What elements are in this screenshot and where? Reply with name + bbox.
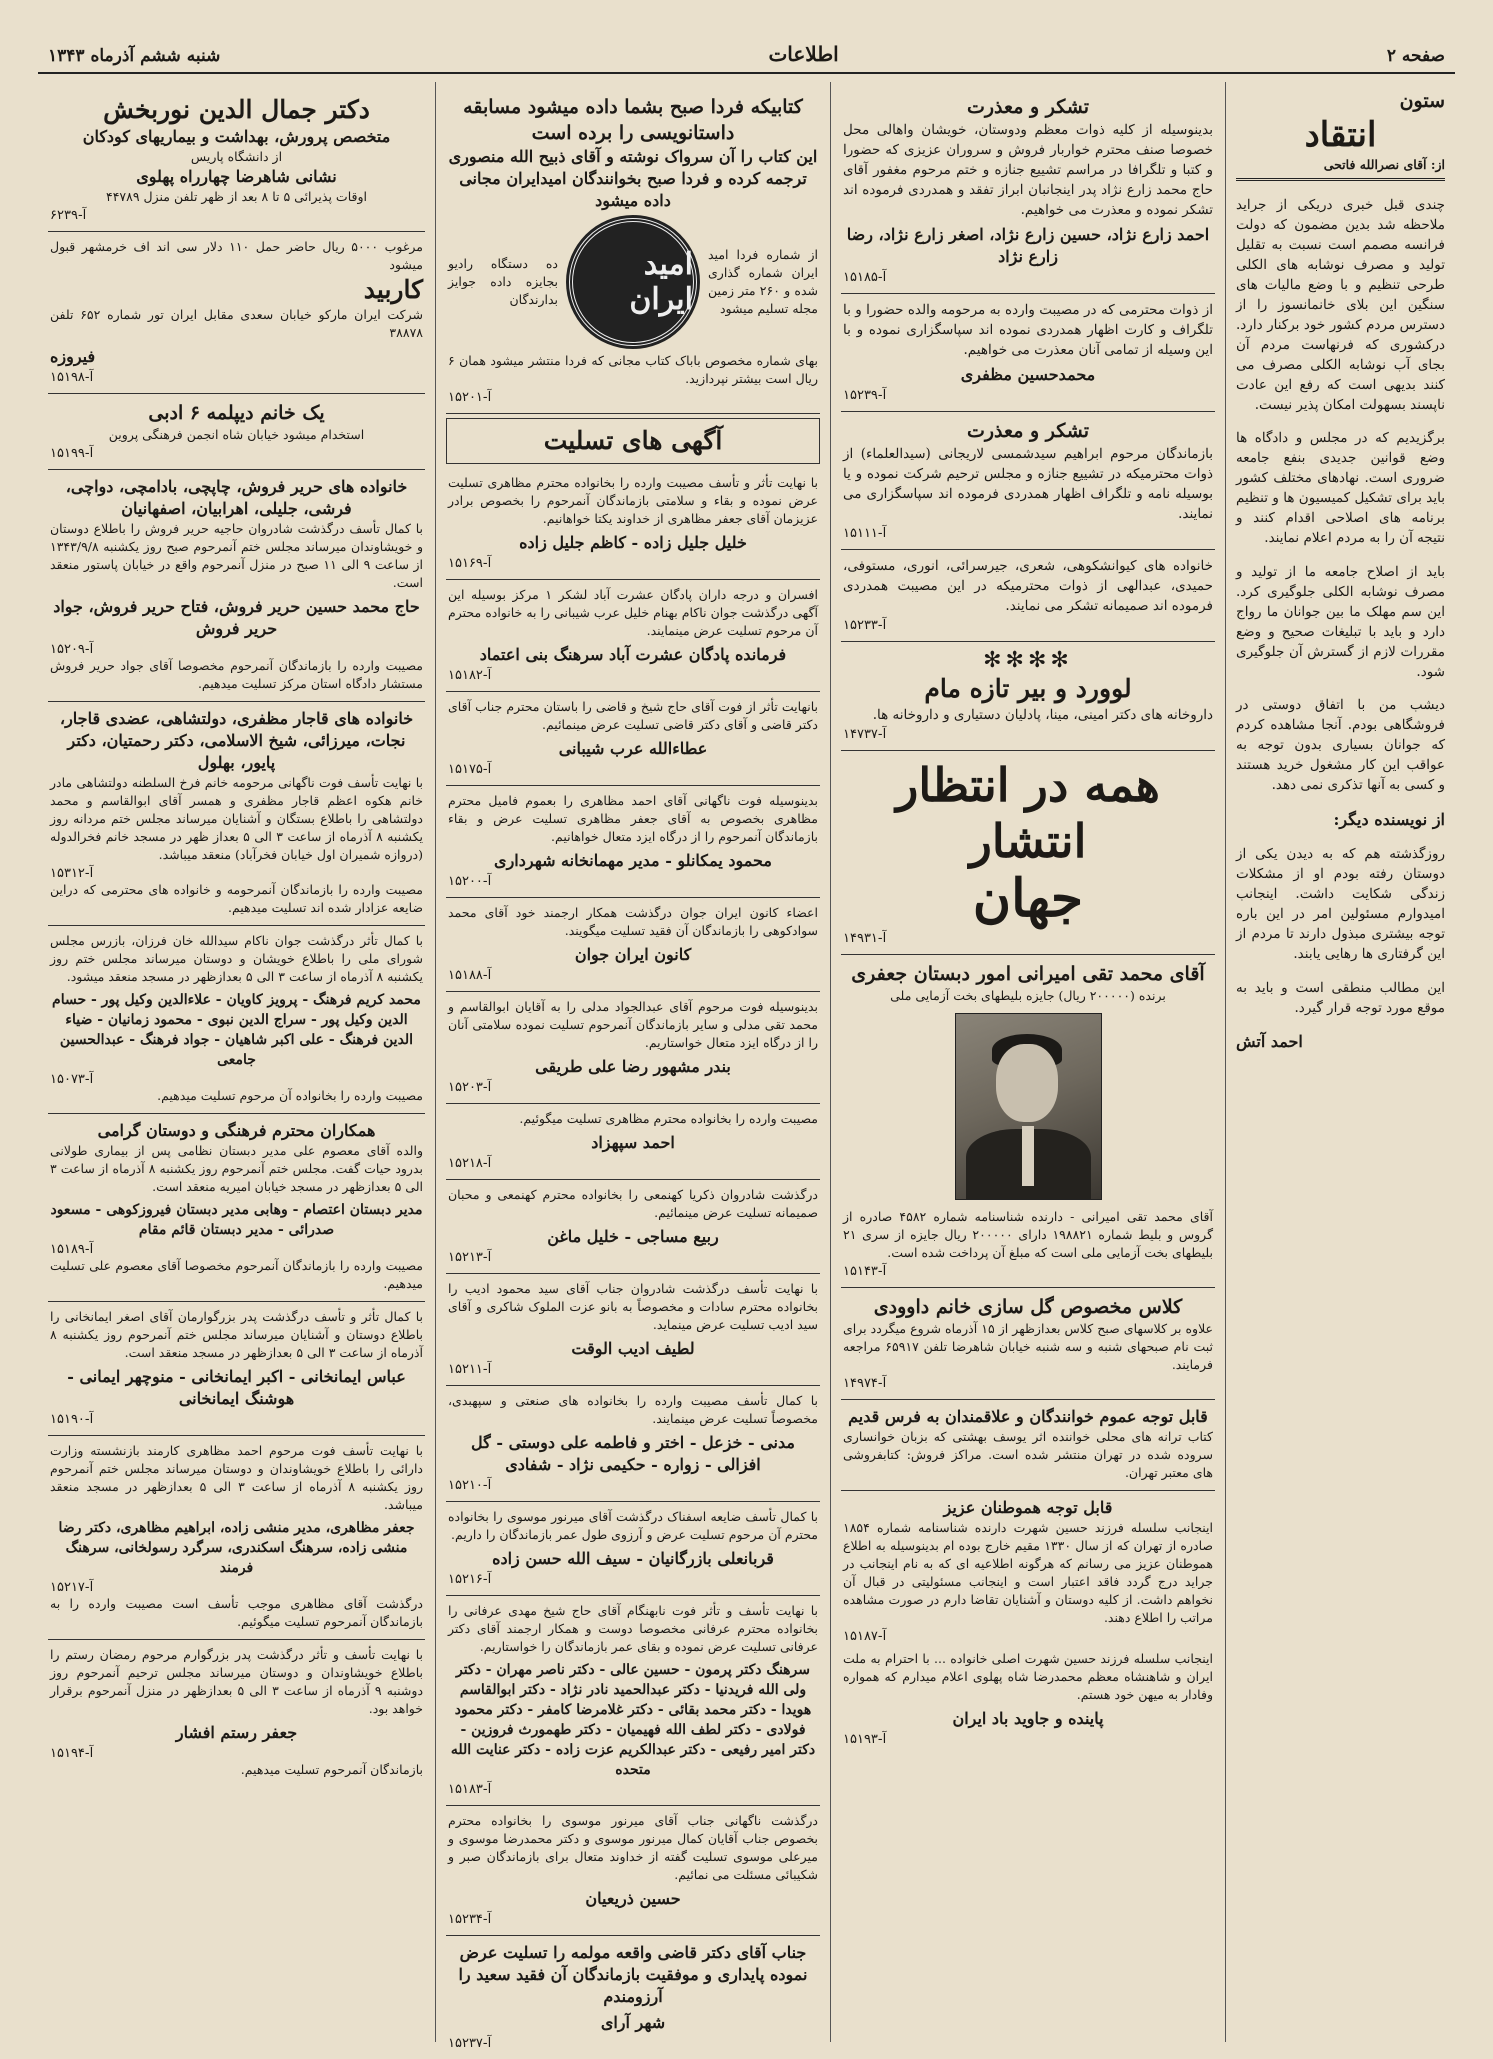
column-ads-2 — [830, 82, 1225, 2042]
ad-subtitle: متخصص پرورش، بهداشت و بیماریهای کودکان — [82, 127, 391, 146]
ad-ornament: ✻✻✻✻ — [983, 648, 1073, 673]
condolence-notice — [446, 692, 820, 786]
obituary-rostam — [48, 1640, 425, 1787]
ad-note: مصیبت وارده را بازماندگان آنمرحومه و خانواده های محترمی که دراین ضایعه عزادار شده اند تسلیت میدهیم. — [50, 882, 423, 915]
ad-title: یک خانم دیپلمه ۶ ادبی — [148, 402, 325, 424]
ad-body: بدینوسیله فوت مرحوم آقای عبدالجواد مدلی را به آقایان ابوالقاسم و محمد تقی مدلی و سایر بازماندگان آنمرحوم تسلیت نموده سلامتی آنان را از درگاه ایزد متعال خواستاریم. — [448, 999, 818, 1050]
ad-signature: حسین ذریعیان — [585, 1889, 681, 1908]
ad-body: با کمال تأسف درگذشت شادروان حاجیه حریر فروش را باطلاع دوستان و خویشاوندان میرساند مجلس ختم آنمرحوم صبح روز یکشنبه ۱۳۴۳/۹/۸ از ساعت ۹ الی ۱۱ صبح در منزل آنمرحوم واقع در خیابان پاستور منعقد است. — [50, 521, 423, 590]
ad-note: درگذشت آقای مظاهری موجب تأسف است مصیبت وارده را به بازماندگان آنمرحوم تسلیت میگوئیم. — [50, 1596, 423, 1629]
columns — [38, 82, 1455, 2051]
ad-code: آ-۱۵۲۳۳ — [843, 618, 887, 633]
ad-signature: ربیع مساجی - خلیل ماغن — [547, 1227, 719, 1246]
ad-title: لوورد و بیر تازه مام — [924, 674, 1132, 703]
editorial-title: انتقاد — [1304, 115, 1377, 155]
ad-signature: سرهنگ دکتر پرمون - حسین عالی - دکتر ناصر مهران - دکتر ولی الله فریدنیا - دکتر عبدالحمید نادر نژاد - دکتر ابوالقاسم هویدا - دکتر محمد بقائی - دکتر غلامرضا کامفر - دکتر محمود فولادی - دکتر لطف الله فهیمیان - دکتر طهمورث فروزین - دکتر امیر رفیعی - دکتر عبدالکریم عزت زاده - دکتر عنایت الله متحده — [450, 1662, 816, 1778]
ad-signature: مدیر دبستان اعتصام - وهابی مدیر دبستان فیروزکوهی - مسعود صدرائی - مدیر دبستان قائم مقام — [50, 1202, 423, 1238]
ad-body: افسران و درجه داران پادگان عشرت آباد لشکر ۱ مرکز بوسیله این آگهی درگذشت جوان ناکام بهنام خلیل عرب شیبانی را به خانواده محترم آن مرحوم تسلیت عرض مینمایند. — [448, 587, 818, 638]
ad-signature: فرمانده پادگان عشرت آباد سرهنگ بنی اعتماد — [479, 645, 787, 664]
condolence-notice — [446, 468, 820, 580]
ad-signature: عباس ایمانخانی - اکبر ایمانخانی - منوچهر ایمانی - هوشنگ ایمانخانی — [67, 1367, 406, 1408]
ad-thanks-families — [841, 550, 1215, 642]
obituary-qajar — [48, 702, 425, 926]
ad-title: خانواده های قاجار مظفری، دولتشاهی، عضدی قاجار، نجات، میرزائی، شیخ الاسلامی، دکتر رحمتیان، دکتر پایور، بهلول — [59, 709, 414, 772]
ad-body: بهای شماره مخصوص باباک کتاب مجانی که فردا منتشر میشود همان ۶ ریال است بیشتر نپردازید. — [448, 353, 818, 386]
ad-title: قابل توجه هموطنان عزیز — [943, 1498, 1113, 1517]
editorial-paragraph: روزگذشته هم که به دیدن یکی از دوستان رفته بودم او از مشکلات زندگی شکایت داشت. اینجانب امیدوارم مسئولین امر در این باره توجه بیشتری مبذول دارند تا مردم از این گرفتاری ها رهایی یابند. — [1236, 846, 1445, 962]
ad-code: آ-۱۵۲۳۹ — [843, 388, 887, 403]
ad-code: آ-۱۵۱۸۳ — [448, 1782, 492, 1797]
ad-note: مصیبت وارده را بخانواده آن مرحوم تسلیت میدهیم. — [157, 1088, 423, 1103]
ad-note: بازماندگان آنمرحوم تسلیت میدهیم. — [240, 1762, 423, 1777]
condolence-notice — [446, 898, 820, 992]
ad-signature: احمد زارع نژاد، حسین زارع نژاد، اصغر زارع نژاد، رضا زارع نژاد — [846, 225, 1210, 266]
ad-body: با نهایت تأسف فوت ناگهانی مرحومه خانم فرخ السلطنه دولتشاهی مادر خانم هکوه اعظم قاجار مظفری و همسر آقای ابوالقاسم و محمد دولتشاهی را باطلاع بستگان و آشنایان میرساند مجلس ختم مردانه روز یکشنبه ۸ آذرماه از ساعت ۳ الی ۵ بعداز ظهر در مسجد خانم فخرالدوله (دروازه شمیران اول خیابان فخرآباد) منعقد میباشد. — [50, 775, 423, 862]
ad-title: دکتر جمال الدین نوربخش — [103, 95, 370, 124]
ad-code: آ-۱۵۲۰۱ — [448, 390, 492, 405]
ad-body: مرغوب ۵۰۰۰ ریال حاضر حمل ۱۱۰ دلار سی اند اف خرمشهر قبول میشود — [50, 239, 423, 272]
ad-code: آ-۱۵۲۱۸ — [448, 1156, 492, 1171]
ad-caption: آقای محمد تقی امیرانی - دارنده شناسنامه شماره ۴۵۸۲ صادره از گروس و بلیط شماره ۱۹۸۸۲۱ دارای ۲۰۰۰۰۰ ریال جایزه از سری ۲۱ بلیطهای بخت آزمایی ملی است که مبلغ آن پرداخت شده است. — [843, 1209, 1214, 1260]
ad-code: آ-۱۵۲۱۶ — [448, 1572, 492, 1587]
ad-code: آ-۱۵۱۸۹ — [50, 1242, 94, 1257]
ad-body: از ذوات محترمی که در مصیبت وارده به مرحومه والده حضورا و با تلگراف و کارت اظهار همدردی نموده اند سپاسگزاری نموده و با این وسیله از تمامی آنان معذرت می خواهیم. — [843, 302, 1213, 358]
ad-body: بدینوسیله فوت ناگهانی آقای احمد مظاهری را بعموم فامیل محترم مظاهری بخصوص به آقای جعفر مظاهری تسلیت عرض و بقاء بازماندگان آنمرحوم را از درگاه ایزد متعال خواهانیم. — [448, 793, 818, 844]
condolence-notice — [446, 1596, 820, 1806]
ad-body: با کمال تأثر درگذشت جوان ناکام سیدالله خان فرزان، بازرس مجلس شورای ملی را باطلاع خویشان و دوستان میرساند مجلس ختم روز یکشنبه ۸ آذرماه از ساعت ۳ الی ۵ بعدازظهر در مسجد منعقد میشود. — [50, 933, 423, 984]
editorial-paragraph: برگزیدیم که در مجلس و دادگاه ها وضع قوانین جدیدی بنفع جامعه ضروری است. نهادهای مختلف کشور باید برای تشکیل کمیسیون ها و تنظیم برنامه های اصلاحی اقدام کنند و نتیجه آن را به مردم اعلام نمایند. — [1236, 430, 1445, 546]
ad-code: آ-۱۵۲۰۰ — [448, 874, 492, 889]
ad-signature: بندر مشهور رضا علی طریقی — [535, 1057, 731, 1076]
ad-body: بازماندگان مرحوم ابراهیم سیدشمسی لاریجانی (سیدالعلماء) از ذوات محترمیکه در تشییع جنازه و مجلس ترحیم شرکت نموده و یا بوسیله نامه و تلگراف اظهار همدردی فرموده اند سپاسگزاری می نمایند. — [843, 446, 1213, 522]
ad-code: آ-۱۵۲۳۷ — [448, 2036, 492, 2051]
ad-body: با نهایت تأسف فوت مرحوم احمد مظاهری کارمند بازنشسته وزارت دارائی را باطلاع خویشاوندان و دوستان میرساند مجلس ختم آنمرحوم روز یکشنبه ۸ آذرماه از ساعت ۳ الی ۵ بعدازظهر در مسجد منعقد میباشد. — [50, 1443, 424, 1512]
ad-code: آ-۱۵۱۸۷ — [843, 1629, 887, 1644]
ad-signature: حاج محمد حسین حریر فروش، فتاح حریر فروش، جواد حریر فروش — [53, 597, 420, 638]
condolence-notice — [446, 1386, 820, 1502]
ad-code: آ-۱۵۲۱۱ — [448, 1362, 492, 1377]
ad-thanks-larijani — [841, 412, 1215, 550]
ad-code: آ-۱۵۰۷۳ — [50, 1072, 94, 1087]
ad-code: آ-۱۵۱۹۳ — [843, 1732, 887, 1747]
ad-body: با نهایت تأسف و تأثر درگذشت پدر بزرگوارم مرحوم رمضان رستم را باطلاع خویشاوندان و دوستان میرساند مجلس ترحیم آنمرحوم روز دوشنبه ۹ آذرماه از ساعت ۳ الی ۵ بعدازظهر در منزل آنمرحوم برقرار خواهد بود. — [50, 1647, 424, 1716]
column-ads-3 — [435, 82, 830, 2051]
ad-signature: عطاءالله عرب شیبانی — [558, 739, 708, 758]
ad-code: آ-۱۵۲۱۰ — [448, 1478, 492, 1493]
condolence-notice — [446, 1274, 820, 1386]
ad-signature: جعفر مظاهری، مدیر منشی زاده، ابراهیم مظاهری، دکتر رضا منشی زاده، سرهنگ اسکندری، سرگرد رسولخانی، سرهنگ فرمند — [58, 1520, 415, 1576]
ad-signature: قربانعلی بازرگانیان - سیف الله حسن زاده — [492, 1549, 774, 1568]
ad-code: آ-۱۵۱۶۹ — [448, 556, 492, 571]
ad-signature: خلیل جلیل زاده - کاظم جلیل زاده — [519, 533, 747, 552]
ad-company: شرکت ایران مارکو خیابان سعدی مقابل ایران تور شماره ۶۵۲ تلفن ۳۸۸۷۸ — [50, 307, 423, 340]
condolence-notice — [446, 1806, 820, 1936]
ad-code: آ-۱۵۱۹۸ — [50, 370, 94, 385]
ad-body: علاوه بر کلاسهای صبح کلاس بعدازظهر از ۱۵ آذرماه شروع میگردد برای ثبت نام صبحهای شنبه و سه شنبه خیابان شاهرضا تلفن ۶۵۹۱۷ مراجعه فرمایند. — [843, 1321, 1214, 1372]
ad-title: کلاس مخصوص گل سازی خانم داوودی — [873, 1296, 1183, 1318]
page-header — [38, 30, 1455, 74]
ad-title: کتابیکه فردا صبح بشما داده میشود مسابقه داستانویسی را برده است — [463, 96, 803, 144]
ad-jahan-publication — [841, 751, 1215, 955]
ad-body: خانواده های کیوانشکوهی، شعری، جیرسرائی، انوری، مستوفی، حمیدی، عبدالهی از ذوات محترمیکه در این مصیبت همدردی فرموده اند صمیمانه تشکر می نمایند. — [843, 558, 1213, 614]
ad-flower-class — [841, 1288, 1215, 1400]
ad-note: مصیبت وارده را بازماندگان آنمرحوم مخصوصا آقای معصوم علی تسلیت میدهیم. — [50, 1258, 423, 1291]
condolence-notice — [446, 1502, 820, 1596]
ad-omid-iran-book — [446, 88, 820, 414]
ad-script-line: همه در انتظار انتشار — [896, 758, 1160, 868]
ad-code: آ-۱۴۹۳۱ — [843, 931, 887, 946]
ad-body: درگذشت ناگهانی جناب آقای میرنور موسوی را بخانواده محترم بخصوص جناب آقایان کمال میرنور موسوی و دکتر محمدرضا موسوی و میرعلی موسوی تسلیت گفته از خداوند متعال برای بازماندگان صبر و شکیبائی مسئلت می نمائیم. — [448, 1813, 818, 1882]
ad-body: با نهایت تأسف درگذشت شادروان جناب آقای سید محمود ادیب را بخانواده محترم سادات و مخصوصاً به بانو عزت الملوک شاکری و آقای سید ادیب تسلیت عرض مینماید. — [448, 1281, 818, 1332]
ad-code: آ-۱۵۲۳۴ — [448, 1912, 492, 1927]
ad-body: استخدام میشود خیابان شاه انجمن فرهنگی پروین — [108, 427, 365, 442]
ad-compatriots-notice — [841, 1491, 1215, 1755]
ad-body: مصیبت وارده را بخانواده محترم مظاهری تسلیت میگوئیم. — [519, 1111, 818, 1126]
ad-signature: احمد سپهزاد — [591, 1133, 675, 1152]
ad-lourdes-beer — [841, 642, 1215, 751]
editorial-paragraph: باید از اصلاح جامعه ما از تولید و مصرف نوشابه الکلی جلوگیری کرد. این سم مهلک ما بین جوانان ما رواج دارد و باید با تبلیغات صحیح و وضع مقررات لازم از گسترش آن جلوگیری شود. — [1236, 563, 1445, 680]
ad-title: کاربید — [363, 275, 423, 304]
ad-body: اینجانب سلسله فرزند حسین شهرت دارنده شناسنامه شماره ۱۸۵۴ صادره از تهران که از سال ۱۳۳۰ مقیم خارج بوده ام بدینوسیله به اطلاع هموطنان عزیز می رسانم که هرگونه اطلاعیه ای که به نام اینجانب در جراید درج گردد فاقد اعتبار است و اینجانب مسئولیتی در قبال آن نخواهم داشت. از کلیه دوستان و آشنایان تقاضا دارم در صورت مشاهده مراتب را اطلاع دهند. — [843, 1520, 1213, 1625]
ad-code: آ-۱۵۱۹۰ — [50, 1412, 94, 1427]
obituary-mazaheri — [48, 1436, 425, 1640]
ad-title: قابل توجه عموم خوانندگان و علاقمندان به فرس قدیم — [848, 1407, 1208, 1426]
ad-body: داروخانه های دکتر امینی، مینا، پادلیان دستیاری و داروخانه ها. — [872, 707, 1213, 723]
condolence-notice — [446, 1104, 820, 1180]
ad-address: نشانی شاهرضا چهارراه پهلوی — [136, 167, 337, 186]
ad-signature: محمود یمکانلو - مدیر مهمانخانه شهرداری — [494, 851, 772, 870]
column-editorial — [1225, 82, 1455, 2042]
ad-body: والده آقای معصوم علی مدیر دبستان نظامی پس از بیماری طولانی بدرود حیات گفت. مجلس ختم آنمرحوم روز یکشنبه ۸ آذرماه از ساعت ۳ الی ۵ بعدازظهر در مسجد خیابان امیریه منعقد است. — [50, 1143, 423, 1194]
ad-code: آ-۱۵۱۹۹ — [50, 446, 94, 461]
condolence-notice — [446, 786, 820, 898]
winner-portrait-photo — [955, 1013, 1102, 1200]
editorial-paragraph: این مطالب منطقی است و باید به موقع مورد توجه قرار گیرد. — [1236, 979, 1445, 1016]
ad-body: با کمال تأسف مصیبت وارده را بخانواده های صنعتی و سپهبدی، مخصوصاً تسلیت عرض مینمایند. — [448, 1393, 818, 1426]
divider — [1236, 178, 1445, 181]
ad-code: آ-۱۵۱۴۳ — [843, 1264, 887, 1279]
ad-code: آ-۱۵۱۸۵ — [843, 270, 887, 285]
ad-code: آ-۱۵۲۰۳ — [448, 1080, 492, 1095]
condolence-notice — [446, 992, 820, 1104]
ad-body: بدینوسیله از کلیه ذوات معظم ودوستان، خویشان واهالی محل خصوصا صنف محترم خواربار فروش و سروران عزیزی که حضورا و کتبا و تلگرافا در مراسم تشییع جنازه و ختم مرحوم مغفور آقای حاج محمد زارع نژاد پدر اینجانبان ابراز تفقد و همدردی فرموده اند تشکر نموده و معذرت می خواهیم. — [843, 122, 1213, 218]
ad-signature: مدنی - خزعل - اختر و فاطمه علی دوستی - گل افزالی - زواره - حکیمی نژاد - شفادی — [471, 1433, 795, 1474]
ad-body: با نهایت تأسف و تأثر فوت نابهنگام آقای حاج شیخ مهدی عرفانی را بخانواده محترم عرفانی مخصوصا دوست و همکار ارجمند آقای دکتر عرفانی تسلیت عرض نموده و بقای عمر بازماندگان را خواستاریم. — [448, 1603, 818, 1654]
obituary-farzan — [48, 926, 425, 1114]
ad-code: آ-۱۵۱۹۴ — [50, 1746, 94, 1761]
ad-code: آ-۱۴۹۷۴ — [843, 1376, 887, 1391]
editorial-paragraph: دیشب من با اتفاق دوستی در فروشگاهی بودم. آنجا مشاهده کردم که جوانان بسیاری بدون توجه به عواقب این کار مشغول خرید هستند و کسی به آنها تذکری نمی دهد. — [1236, 697, 1445, 793]
ad-doctor-nourbakhsh — [48, 88, 425, 232]
ad-signature: پاینده و جاوید باد ایران — [952, 1709, 1104, 1728]
ad-title: همکاران محترم فرهنگی و دوستان گرامی — [97, 1121, 376, 1140]
ad-note: مصیبت وارده را بازماندگان آنمرحوم مخصوصا آقای جواد حریر فروش مستشار دادگاه استان مرکز تسلیت میدهیم. — [50, 658, 423, 691]
ad-signature: کانون ایران جوان — [574, 945, 692, 964]
ad-note-right: از شماره فردا امید ایران شماره گذاری شده و ۲۶۰ متر زمین مجله تسلیم میشود — [708, 247, 818, 316]
omid-iran-emblem: امید ایران — [569, 218, 697, 346]
issue-date: شنبه ششم آذرماه ۱۳۴۳ — [48, 46, 221, 66]
column-ads-4 — [38, 82, 435, 2042]
obituary-imankhani — [48, 1302, 425, 1436]
ad-body: با نهایت تأثر و تأسف مصیبت وارده را بخانواده محترم مظاهری تسلیت عرض نموده و بقاء و سلامتی بازماندگان آنمرحوم را بخصوص برادر عزیزمان آقای جعفر مظاهری از خداوند یکتا خواهانیم. — [448, 475, 818, 526]
ad-signature: لطیف ادیب الوقت — [571, 1339, 695, 1358]
ad-title: تشکر و معذرت — [967, 96, 1089, 118]
ad-script-title: جهان — [972, 868, 1084, 929]
column-kicker: ستون — [1399, 90, 1445, 112]
ad-body: با کمال تأثر و تأسف درگذشت پدر بزرگوارمان آقای اصغر ایمانخانی را باطلاع دوستان و آشنایان میرساند مجلس ختم آنمرحوم روز یکشنبه ۸ آذرماه از ساعت ۳ الی ۵ بعدازظهر در مسجد منعقد است. — [50, 1309, 423, 1360]
ad-book-notice — [841, 1400, 1215, 1491]
ad-code: آ-۱۵۱۱۱ — [843, 526, 887, 541]
ad-body: کتاب ترانه های محلی خواننده اثر یوسف بهشتی که بزبان خوانساری سروده شده در تهران منتشر شده است. مراکز فروش: کتابفروشی های معتبر تهران. — [843, 1429, 1213, 1480]
ad-body: بانهایت تأثر از فوت آقای حاج شیخ و قاضی را باستان محترم جناب آقای دکتر قاضی و آقای دکتر قاضی تسلیت عرض مینمائیم. — [448, 699, 818, 732]
ad-code: آ-۱۵۱۸۸ — [448, 968, 492, 983]
condolence-notice — [446, 1936, 820, 2059]
ad-note-left: ده دستگاه رادیو بجایزه داده جوایز بدارندگان — [448, 256, 558, 307]
ad-hours: اوقات پذیرائی ۵ تا ۸ بعد از ظهر تلفن منزل ۴۴۷۸۹ — [106, 189, 367, 204]
ad-title: خانواده های حریر فروش، چاپچی، بادامچی، دواچی، فرشی، جلیلی، اهرابیان، اصفهانیان — [65, 477, 408, 518]
ad-thanks-zarenejad — [841, 88, 1215, 294]
ad-signature: جعفر رستم افشار — [175, 1723, 298, 1742]
editorial-byline: از: آقای نصرالله فاتحی — [1323, 157, 1445, 172]
ad-signature: محمد کریم فرهنگ - پرویز کاویان - علاءالدین وکیل پور - حسام الدین وکیل پور - سراج الدین نبوی - محمود زمانیان - ضیاء الدین فرهنگ - علی اکبر شاهیان - جواد فرهنگ - عبدالحسین جامعی — [52, 992, 421, 1068]
editorial-subheading: از نویسنده دیگر: — [1333, 809, 1445, 829]
ad-emblem-row — [448, 212, 818, 352]
editorial-paragraph: چندی قبل خبری دریکی از جراید ملاحظه شد بدین مضمون که دولت فرانسه مصمم است نسبت به تقلیل تولید و مصرف نوشابه های الکلی طرحی تنظیم و با وضع مالیات های سنگین این بلای خانمانسوز را از دسترس مردم کشور خود برکنار دارد. درکشوری که فرنهاست مردم آن بجای آب نوشابه الکلی مصرف می کنند بدیهی است که رفع این عادت ناپسند بسهولت امکان پذیر نیست. — [1236, 196, 1445, 413]
ad-lottery-winner — [841, 955, 1215, 1288]
ad-subtitle: این کتاب را آن سرواک نوشته و آقای ذبیح الله منصوری ترجمه کرده و فردا صبح بخوانندگان امیدایران مجانی داده میشود — [448, 147, 818, 210]
obituary-harir-forush — [48, 470, 425, 702]
ad-title: جناب آقای دکتر قاضی واقعه مولمه را تسلیت عرض نموده پایداری و موفقیت بازماندگان آن فقید سعید را آرزومندم — [458, 1943, 808, 2006]
condolence-notice — [446, 1180, 820, 1274]
page-number: صفحه ۲ — [1386, 46, 1445, 66]
ad-line: از دانشگاه پاریس — [190, 149, 283, 164]
ad-code: آ-۱۵۱۸۲ — [448, 668, 492, 683]
ad-body: اینجانب سلسله فرزند حسین شهرت اصلی خانواده ... با احترام به ملت ایران و شاهنشاه معظم محمدرضا شاه پهلوی اعلام میدارم که همواره وفادار به میهن خود هستم. — [843, 1651, 1213, 1702]
ad-code: آ-۱۴۷۳۷ — [843, 727, 887, 742]
ad-code: آ-۱۵۱۷۵ — [448, 762, 492, 777]
ad-body: با کمال تأسف ضایعه اسفناک درگذشت آقای میرنور موسوی را بخانواده محترم آن مرحوم تسلیت عرض و آرزوی طول عمر بازماندگان را داریم. — [448, 1509, 818, 1542]
ad-thanks-mozaffari — [841, 294, 1215, 412]
ad-brand: فیروزه — [50, 347, 96, 366]
ad-code: آ-۱۵۲۰۹ — [50, 642, 94, 657]
ad-body: اعضاء کانون ایران جوان درگذشت همکار ارجمند خود آقای محمد سوادکوهی را بازماندگان آن فقید تسلیت میگویند. — [448, 905, 818, 938]
ad-title: تشکر و معذرت — [967, 420, 1089, 442]
ad-code: آ-۱۵۲۱۳ — [448, 1250, 492, 1265]
ad-title: آقای محمد تقی امیرانی امور دبستان جعفری — [851, 963, 1205, 985]
ad-body: درگذشت شادروان ذکریا کهنمعی را بخانواده محترم کهنمعی و محبان صمیمانه تسلیت عرض مینمائیم. — [448, 1187, 818, 1220]
ad-code: آ-۱۵۲۱۷ — [50, 1580, 94, 1595]
ad-code: آ-۱۵۳۱۲ — [50, 866, 94, 881]
masthead: اطلاعات — [768, 42, 839, 66]
ad-subtitle: برنده (۲۰۰۰۰۰ ریال) جایزه بلیطهای بخت آزمایی ملی — [890, 988, 1166, 1003]
condolence-notice — [446, 580, 820, 692]
obituary-colleagues — [48, 1114, 425, 1302]
ad-carbide — [48, 232, 425, 394]
condolence-section-title: آگهی های تسلیت — [446, 418, 820, 464]
ad-signature: شهر آرای — [600, 2013, 666, 2032]
editorial-signature: احمد آتش — [1236, 1032, 1303, 1051]
ad-code: آ-۶۲۳۹ — [50, 208, 87, 223]
ad-job-offer — [48, 394, 425, 470]
ad-signature: محمدحسین مظفری — [960, 365, 1096, 384]
